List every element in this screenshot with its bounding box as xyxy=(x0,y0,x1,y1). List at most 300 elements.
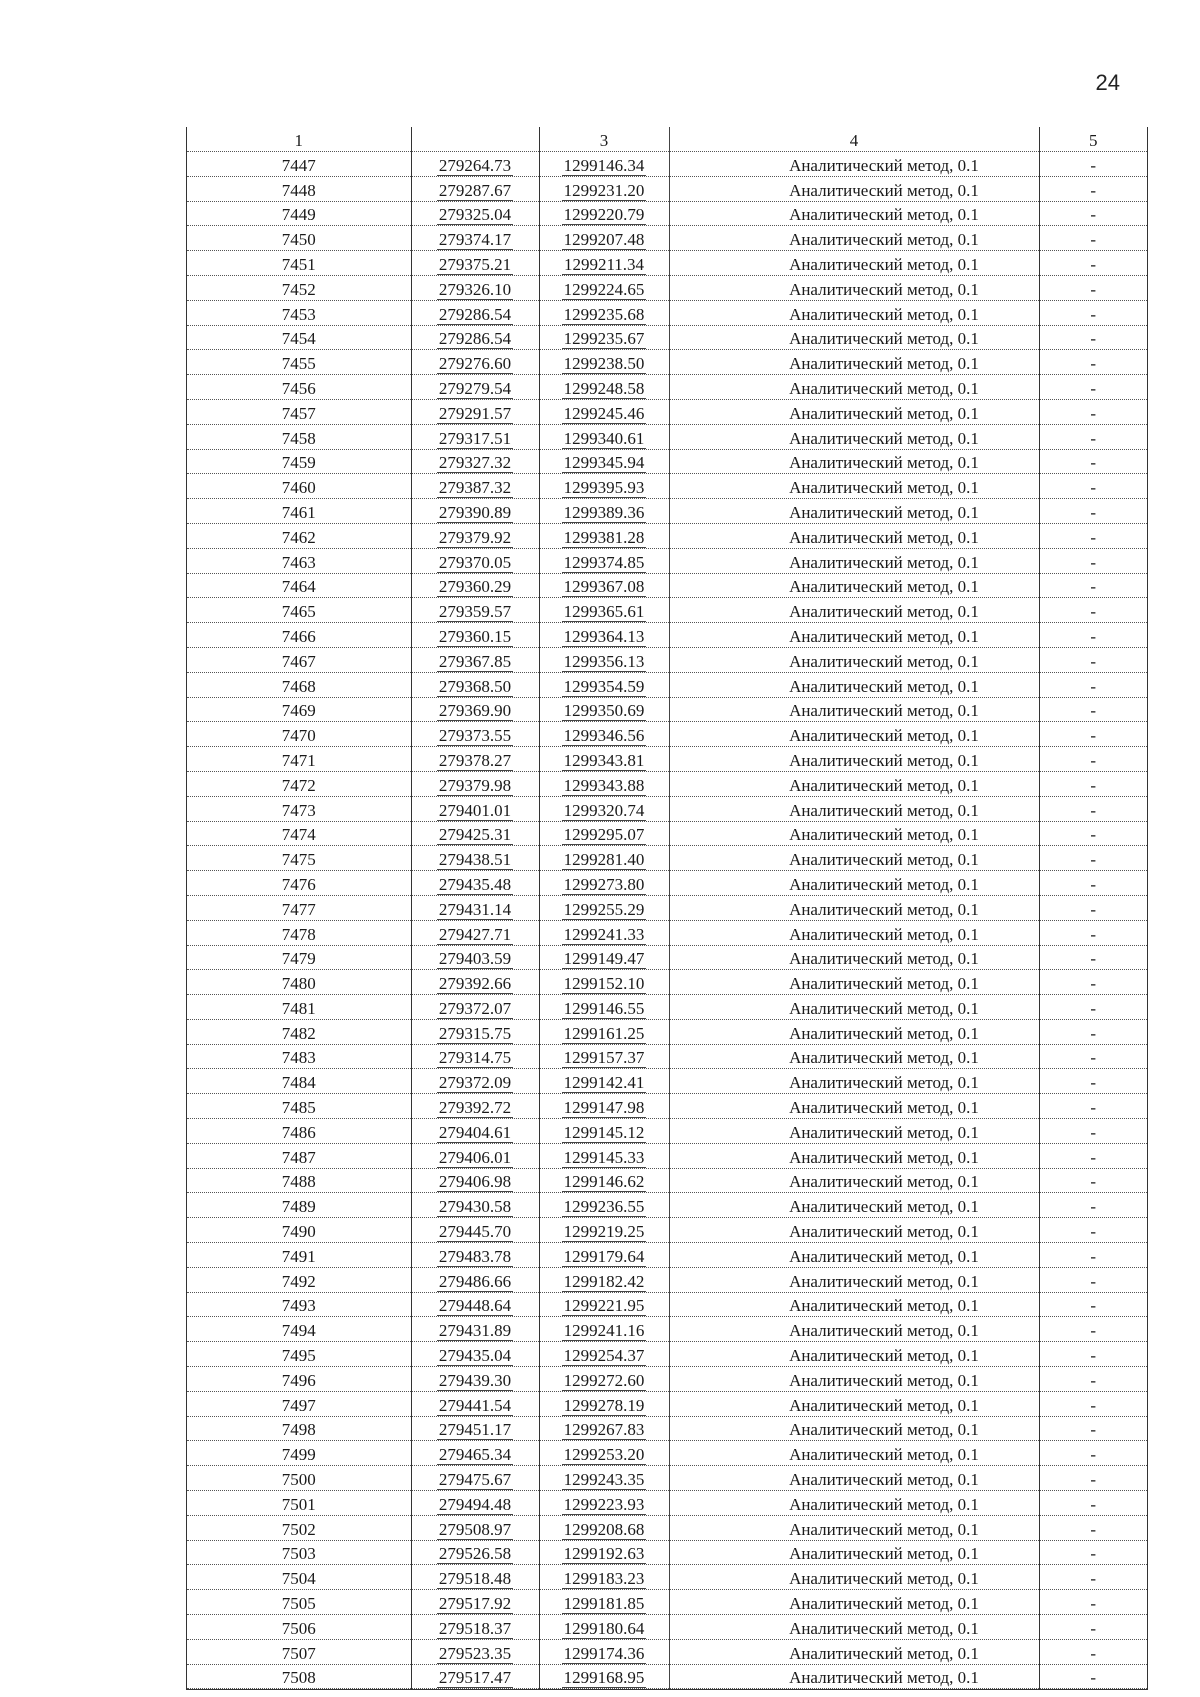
cell-value: 279523.35 xyxy=(438,1643,512,1663)
cell-coord-x xyxy=(411,1317,539,1342)
cell-value: 279326.10 xyxy=(438,279,512,299)
cell-coord-y xyxy=(539,1565,669,1590)
table-row xyxy=(187,350,1147,375)
cell-method-accuracy: Аналитический метод, 0.1 xyxy=(669,920,1039,945)
cell-coord-y xyxy=(539,1466,669,1491)
cell-note: - xyxy=(1039,375,1147,400)
cell-value: 279368.50 xyxy=(438,676,512,696)
cell-value: 279264.73 xyxy=(438,155,512,175)
cell-method-accuracy: Аналитический метод, 0.1 xyxy=(669,1615,1039,1640)
cell-coord-y xyxy=(539,1094,669,1119)
cell-coord-y xyxy=(539,1243,669,1268)
cell-value: 1299395.93 xyxy=(563,478,645,498)
cell-method-accuracy: Аналитический метод, 0.1 xyxy=(669,1218,1039,1243)
cell-value: 1299231.20 xyxy=(563,180,645,200)
cell-coord-x xyxy=(411,1168,539,1193)
cell-point-number: 7473 xyxy=(187,796,411,821)
cell-note: - xyxy=(1039,1515,1147,1540)
header-col-1: 1 xyxy=(187,127,411,152)
cell-method-accuracy: Аналитический метод, 0.1 xyxy=(669,523,1039,548)
cell-note: - xyxy=(1039,350,1147,375)
cell-coord-x xyxy=(411,1094,539,1119)
cell-method-accuracy: Аналитический метод, 0.1 xyxy=(669,1267,1039,1292)
table-row xyxy=(187,647,1147,672)
cell-note: - xyxy=(1039,846,1147,871)
table-row xyxy=(187,573,1147,598)
cell-coord-y xyxy=(539,995,669,1020)
cell-value: 279375.21 xyxy=(438,254,512,274)
cell-coord-x xyxy=(411,1243,539,1268)
cell-point-number: 7502 xyxy=(187,1515,411,1540)
cell-value: 1299381.28 xyxy=(563,527,645,547)
cell-value: 1299389.36 xyxy=(563,502,645,522)
cell-coord-x xyxy=(411,275,539,300)
cell-method-accuracy: Аналитический метод, 0.1 xyxy=(669,325,1039,350)
cell-coord-x xyxy=(411,920,539,945)
table-row xyxy=(187,895,1147,920)
cell-coord-y xyxy=(539,449,669,474)
cell-coord-x xyxy=(411,499,539,524)
cell-value: 1299350.69 xyxy=(563,701,645,721)
cell-coord-y xyxy=(539,1069,669,1094)
cell-coord-y xyxy=(539,1664,669,1689)
cell-coord-y xyxy=(539,474,669,499)
cell-value: 279517.47 xyxy=(438,1668,512,1688)
cell-coord-x xyxy=(411,176,539,201)
cell-value: 1299157.37 xyxy=(563,1048,645,1068)
cell-coord-y xyxy=(539,747,669,772)
cell-value: 279406.01 xyxy=(438,1147,512,1167)
cell-note: - xyxy=(1039,325,1147,350)
table-row xyxy=(187,1491,1147,1516)
cell-value: 1299343.81 xyxy=(563,750,645,770)
cell-method-accuracy: Аналитический метод, 0.1 xyxy=(669,548,1039,573)
table-row xyxy=(187,697,1147,722)
cell-method-accuracy: Аналитический метод, 0.1 xyxy=(669,623,1039,648)
cell-value: 279441.54 xyxy=(438,1395,512,1415)
cell-point-number: 7488 xyxy=(187,1168,411,1193)
cell-coord-y xyxy=(539,201,669,226)
header-col-2 xyxy=(411,127,539,152)
cell-value: 279372.07 xyxy=(438,998,512,1018)
cell-coord-x xyxy=(411,474,539,499)
cell-value: 279445.70 xyxy=(438,1222,512,1242)
cell-value: 279327.32 xyxy=(438,453,512,473)
cell-value: 279403.59 xyxy=(438,949,512,969)
cell-coord-y xyxy=(539,722,669,747)
cell-point-number: 7462 xyxy=(187,523,411,548)
table-row xyxy=(187,1143,1147,1168)
cell-method-accuracy: Аналитический метод, 0.1 xyxy=(669,251,1039,276)
cell-coord-x xyxy=(411,1218,539,1243)
cell-value: 1299253.20 xyxy=(563,1445,645,1465)
cell-point-number: 7476 xyxy=(187,871,411,896)
cell-value: 1299238.50 xyxy=(563,354,645,374)
table-row xyxy=(187,275,1147,300)
cell-point-number: 7495 xyxy=(187,1342,411,1367)
cell-note: - xyxy=(1039,821,1147,846)
cell-note: - xyxy=(1039,647,1147,672)
cell-point-number: 7460 xyxy=(187,474,411,499)
cell-method-accuracy: Аналитический метод, 0.1 xyxy=(669,672,1039,697)
table-row xyxy=(187,1218,1147,1243)
cell-note: - xyxy=(1039,474,1147,499)
cell-coord-y xyxy=(539,176,669,201)
cell-method-accuracy: Аналитический метод, 0.1 xyxy=(669,846,1039,871)
cell-note: - xyxy=(1039,1218,1147,1243)
cell-method-accuracy: Аналитический метод, 0.1 xyxy=(669,1416,1039,1441)
cell-note: - xyxy=(1039,1317,1147,1342)
cell-coord-x xyxy=(411,722,539,747)
cell-coord-y xyxy=(539,871,669,896)
cell-method-accuracy: Аналитический метод, 0.1 xyxy=(669,152,1039,177)
cell-coord-x xyxy=(411,672,539,697)
cell-value: 279508.97 xyxy=(438,1519,512,1539)
cell-note: - xyxy=(1039,871,1147,896)
cell-coord-y xyxy=(539,821,669,846)
cell-point-number: 7482 xyxy=(187,1019,411,1044)
cell-method-accuracy: Аналитический метод, 0.1 xyxy=(669,474,1039,499)
table-row xyxy=(187,548,1147,573)
cell-point-number: 7470 xyxy=(187,722,411,747)
cell-point-number: 7456 xyxy=(187,375,411,400)
cell-coord-y xyxy=(539,672,669,697)
cell-value: 1299182.42 xyxy=(563,1271,645,1291)
table-row xyxy=(187,226,1147,251)
cell-coord-y xyxy=(539,796,669,821)
cell-coord-y xyxy=(539,846,669,871)
cell-coord-x xyxy=(411,697,539,722)
cell-value: 279287.67 xyxy=(438,180,512,200)
cell-coord-y xyxy=(539,275,669,300)
cell-value: 1299281.40 xyxy=(563,850,645,870)
cell-value: 1299245.46 xyxy=(563,403,645,423)
cell-value: 279374.17 xyxy=(438,230,512,250)
table-row xyxy=(187,623,1147,648)
cell-point-number: 7478 xyxy=(187,920,411,945)
cell-note: - xyxy=(1039,499,1147,524)
cell-method-accuracy: Аналитический метод, 0.1 xyxy=(669,399,1039,424)
cell-note: - xyxy=(1039,1267,1147,1292)
cell-point-number: 7467 xyxy=(187,647,411,672)
cell-coord-y xyxy=(539,325,669,350)
cell-note: - xyxy=(1039,1367,1147,1392)
cell-coord-y xyxy=(539,152,669,177)
cell-coord-y xyxy=(539,1044,669,1069)
cell-point-number: 7464 xyxy=(187,573,411,598)
table-row xyxy=(187,176,1147,201)
table-row xyxy=(187,375,1147,400)
cell-value: 279291.57 xyxy=(438,403,512,423)
cell-value: 1299267.83 xyxy=(563,1420,645,1440)
table-row xyxy=(187,846,1147,871)
cell-coord-x xyxy=(411,895,539,920)
cell-point-number: 7450 xyxy=(187,226,411,251)
cell-method-accuracy: Аналитический метод, 0.1 xyxy=(669,1069,1039,1094)
cell-method-accuracy: Аналитический метод, 0.1 xyxy=(669,1119,1039,1144)
cell-coord-y xyxy=(539,1168,669,1193)
cell-note: - xyxy=(1039,970,1147,995)
cell-value: 279483.78 xyxy=(438,1246,512,1266)
cell-point-number: 7457 xyxy=(187,399,411,424)
cell-coord-y xyxy=(539,1540,669,1565)
cell-point-number: 7497 xyxy=(187,1391,411,1416)
cell-coord-x xyxy=(411,1416,539,1441)
cell-note: - xyxy=(1039,1143,1147,1168)
cell-value: 279448.64 xyxy=(438,1296,512,1316)
table-row xyxy=(187,598,1147,623)
cell-note: - xyxy=(1039,176,1147,201)
cell-point-number: 7466 xyxy=(187,623,411,648)
cell-coord-x xyxy=(411,1069,539,1094)
cell-value: 1299367.08 xyxy=(563,577,645,597)
table-row xyxy=(187,871,1147,896)
cell-coord-x xyxy=(411,399,539,424)
cell-point-number: 7454 xyxy=(187,325,411,350)
table-row xyxy=(187,821,1147,846)
page-number: 24 xyxy=(1095,70,1120,95)
cell-coord-y xyxy=(539,1342,669,1367)
table-row xyxy=(187,1193,1147,1218)
cell-value: 1299236.55 xyxy=(563,1197,645,1217)
cell-coord-y xyxy=(539,647,669,672)
cell-value: 279314.75 xyxy=(438,1048,512,1068)
cell-point-number: 7448 xyxy=(187,176,411,201)
table-row xyxy=(187,1044,1147,1069)
cell-method-accuracy: Аналитический метод, 0.1 xyxy=(669,1292,1039,1317)
table-row xyxy=(187,1292,1147,1317)
cell-note: - xyxy=(1039,945,1147,970)
cell-note: - xyxy=(1039,1416,1147,1441)
cell-method-accuracy: Аналитический метод, 0.1 xyxy=(669,970,1039,995)
cell-coord-x xyxy=(411,970,539,995)
cell-note: - xyxy=(1039,251,1147,276)
cell-point-number: 7508 xyxy=(187,1664,411,1689)
cell-coord-y xyxy=(539,1292,669,1317)
cell-coord-x xyxy=(411,1615,539,1640)
cell-coord-y xyxy=(539,895,669,920)
cell-point-number: 7480 xyxy=(187,970,411,995)
cell-value: 1299219.25 xyxy=(563,1222,645,1242)
cell-value: 1299354.59 xyxy=(563,676,645,696)
cell-method-accuracy: Аналитический метод, 0.1 xyxy=(669,945,1039,970)
cell-note: - xyxy=(1039,1590,1147,1615)
cell-value: 279367.85 xyxy=(438,651,512,671)
cell-value: 1299149.47 xyxy=(563,949,645,969)
cell-note: - xyxy=(1039,1466,1147,1491)
table-row xyxy=(187,1317,1147,1342)
cell-point-number: 7453 xyxy=(187,300,411,325)
cell-coord-x xyxy=(411,300,539,325)
cell-point-number: 7487 xyxy=(187,1143,411,1168)
cell-value: 279401.01 xyxy=(438,800,512,820)
cell-point-number: 7447 xyxy=(187,152,411,177)
table-row xyxy=(187,722,1147,747)
cell-point-number: 7479 xyxy=(187,945,411,970)
cell-value: 279369.90 xyxy=(438,701,512,721)
cell-point-number: 7485 xyxy=(187,1094,411,1119)
cell-value: 1299208.68 xyxy=(563,1519,645,1539)
cell-coord-x xyxy=(411,945,539,970)
table-row xyxy=(187,300,1147,325)
table-row xyxy=(187,1367,1147,1392)
cell-value: 279279.54 xyxy=(438,378,512,398)
cell-coord-x xyxy=(411,1664,539,1689)
cell-value: 279370.05 xyxy=(438,552,512,572)
cell-value: 279286.54 xyxy=(438,329,512,349)
cell-method-accuracy: Аналитический метод, 0.1 xyxy=(669,871,1039,896)
cell-point-number: 7468 xyxy=(187,672,411,697)
cell-coord-x xyxy=(411,796,539,821)
table-row xyxy=(187,201,1147,226)
table-row xyxy=(187,1590,1147,1615)
cell-value: 279406.98 xyxy=(438,1172,512,1192)
cell-coord-y xyxy=(539,1193,669,1218)
cell-coord-y xyxy=(539,573,669,598)
table-row xyxy=(187,672,1147,697)
cell-value: 1299235.68 xyxy=(563,304,645,324)
cell-value: 1299180.64 xyxy=(563,1618,645,1638)
cell-coord-y xyxy=(539,1367,669,1392)
cell-value: 1299346.56 xyxy=(563,726,645,746)
cell-note: - xyxy=(1039,920,1147,945)
table-row xyxy=(187,970,1147,995)
cell-coord-x xyxy=(411,1267,539,1292)
cell-coord-y xyxy=(539,1119,669,1144)
cell-coord-y xyxy=(539,499,669,524)
table-row xyxy=(187,325,1147,350)
cell-value: 1299255.29 xyxy=(563,899,645,919)
table-row xyxy=(187,1243,1147,1268)
cell-method-accuracy: Аналитический метод, 0.1 xyxy=(669,722,1039,747)
cell-note: - xyxy=(1039,300,1147,325)
cell-coord-x xyxy=(411,449,539,474)
cell-coord-y xyxy=(539,1615,669,1640)
cell-method-accuracy: Аналитический метод, 0.1 xyxy=(669,424,1039,449)
cell-note: - xyxy=(1039,1044,1147,1069)
cell-point-number: 7465 xyxy=(187,598,411,623)
cell-value: 1299241.16 xyxy=(563,1321,645,1341)
cell-method-accuracy: Аналитический метод, 0.1 xyxy=(669,1317,1039,1342)
cell-method-accuracy: Аналитический метод, 0.1 xyxy=(669,350,1039,375)
cell-value: 1299254.37 xyxy=(563,1346,645,1366)
table-row xyxy=(187,1416,1147,1441)
cell-note: - xyxy=(1039,424,1147,449)
coordinates-table xyxy=(187,127,1147,1689)
cell-method-accuracy: Аналитический метод, 0.1 xyxy=(669,1044,1039,1069)
cell-note: - xyxy=(1039,697,1147,722)
cell-method-accuracy: Аналитический метод, 0.1 xyxy=(669,1590,1039,1615)
cell-value: 1299145.33 xyxy=(563,1147,645,1167)
table-row xyxy=(187,1342,1147,1367)
cell-point-number: 7506 xyxy=(187,1615,411,1640)
cell-value: 279518.37 xyxy=(438,1618,512,1638)
cell-note: - xyxy=(1039,1342,1147,1367)
cell-method-accuracy: Аналитический метод, 0.1 xyxy=(669,1019,1039,1044)
cell-value: 1299152.10 xyxy=(563,974,645,994)
cell-note: - xyxy=(1039,1069,1147,1094)
cell-point-number: 7471 xyxy=(187,747,411,772)
cell-value: 1299161.25 xyxy=(563,1023,645,1043)
cell-note: - xyxy=(1039,573,1147,598)
cell-value: 279286.54 xyxy=(438,304,512,324)
cell-value: 279431.89 xyxy=(438,1321,512,1341)
cell-method-accuracy: Аналитический метод, 0.1 xyxy=(669,1367,1039,1392)
cell-value: 1299295.07 xyxy=(563,825,645,845)
cell-coord-x xyxy=(411,251,539,276)
cell-point-number: 7451 xyxy=(187,251,411,276)
table-row xyxy=(187,920,1147,945)
table-row xyxy=(187,995,1147,1020)
cell-coord-y xyxy=(539,970,669,995)
cell-note: - xyxy=(1039,623,1147,648)
cell-coord-y xyxy=(539,350,669,375)
cell-coord-x xyxy=(411,1119,539,1144)
table-row xyxy=(187,1466,1147,1491)
cell-coord-x xyxy=(411,598,539,623)
cell-value: 1299181.85 xyxy=(563,1594,645,1614)
cell-value: 279435.04 xyxy=(438,1346,512,1366)
cell-method-accuracy: Аналитический метод, 0.1 xyxy=(669,1193,1039,1218)
cell-value: 1299356.13 xyxy=(563,651,645,671)
table-row xyxy=(187,1515,1147,1540)
cell-method-accuracy: Аналитический метод, 0.1 xyxy=(669,1143,1039,1168)
cell-note: - xyxy=(1039,1119,1147,1144)
table-row xyxy=(187,1441,1147,1466)
cell-coord-y xyxy=(539,1515,669,1540)
cell-value: 279494.48 xyxy=(438,1494,512,1514)
cell-value: 1299364.13 xyxy=(563,626,645,646)
cell-coord-x xyxy=(411,375,539,400)
cell-method-accuracy: Аналитический метод, 0.1 xyxy=(669,771,1039,796)
cell-coord-x xyxy=(411,1342,539,1367)
cell-coord-x xyxy=(411,995,539,1020)
table-row xyxy=(187,1019,1147,1044)
table-header-row xyxy=(187,127,1147,152)
cell-coord-y xyxy=(539,1416,669,1441)
cell-value: 279315.75 xyxy=(438,1023,512,1043)
cell-coord-x xyxy=(411,1391,539,1416)
table-row xyxy=(187,1267,1147,1292)
cell-point-number: 7458 xyxy=(187,424,411,449)
cell-value: 279390.89 xyxy=(438,502,512,522)
table-row xyxy=(187,449,1147,474)
cell-coord-x xyxy=(411,771,539,796)
cell-point-number: 7492 xyxy=(187,1267,411,1292)
cell-coord-x xyxy=(411,1515,539,1540)
cell-method-accuracy: Аналитический метод, 0.1 xyxy=(669,1491,1039,1516)
cell-value: 1299343.88 xyxy=(563,775,645,795)
cell-method-accuracy: Аналитический метод, 0.1 xyxy=(669,1540,1039,1565)
cell-value: 1299192.63 xyxy=(563,1544,645,1564)
cell-value: 279431.14 xyxy=(438,899,512,919)
cell-value: 1299142.41 xyxy=(563,1073,645,1093)
cell-point-number: 7459 xyxy=(187,449,411,474)
cell-method-accuracy: Аналитический метод, 0.1 xyxy=(669,1664,1039,1689)
cell-value: 1299224.65 xyxy=(563,279,645,299)
cell-method-accuracy: Аналитический метод, 0.1 xyxy=(669,1342,1039,1367)
table-row xyxy=(187,399,1147,424)
cell-coord-x xyxy=(411,1441,539,1466)
cell-value: 279359.57 xyxy=(438,602,512,622)
table-row xyxy=(187,1069,1147,1094)
cell-value: 1299145.12 xyxy=(563,1122,645,1142)
cell-value: 1299146.62 xyxy=(563,1172,645,1192)
table-body xyxy=(187,152,1147,1689)
cell-coord-y xyxy=(539,548,669,573)
cell-value: 279438.51 xyxy=(438,850,512,870)
cell-coord-y xyxy=(539,623,669,648)
